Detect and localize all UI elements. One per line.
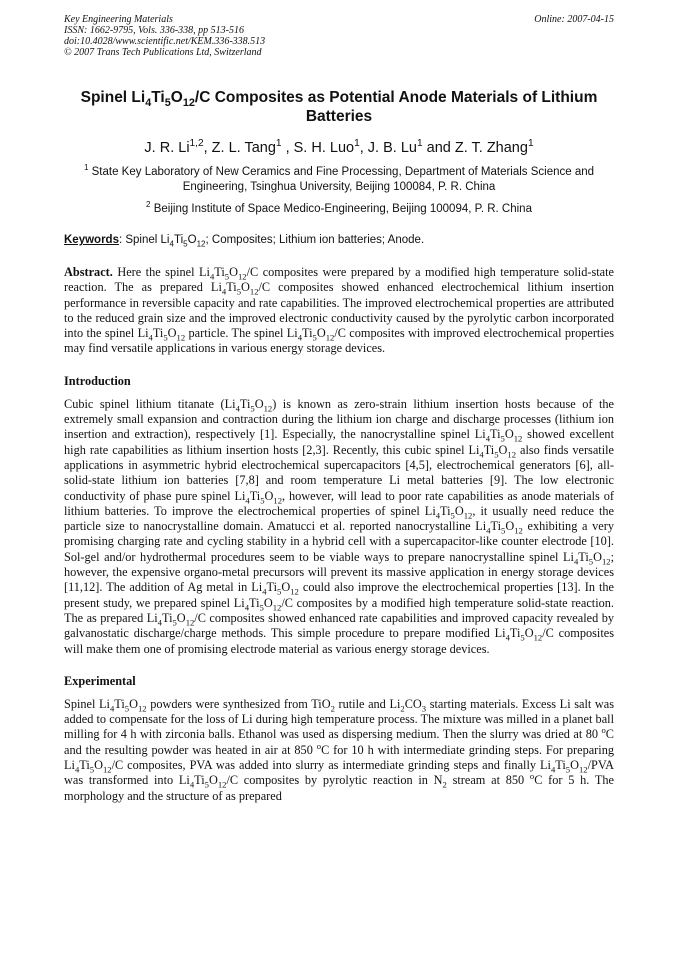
abstract-paragraph: Abstract. Here the spinel $Li_4Ti_5O_{12}/C$ composites were prepared by a modified high temperature solid-state reaction. The as prepared $Li_4Ti_5O_{12}/C$ composites showed enhanced electrochemical lithium insertion performance in reversible capacity and rate capabilities. The improved electrochemical properties are attributed to the reduced grain size and the improved electronic conductivity caused by the pyrolytic carbon incorporated into the spinel $Li_4Ti_5O_{12}$ particle. The spinel $Li_4Ti_5O_{12}/C$ composites with improved electrochemical properties may find versatile applications in various energy storage devices. bbox=[64, 265, 615, 356]
journal-copyright: © 2007 Trans Tech Publications Ltd, Switzerland bbox=[64, 47, 262, 58]
introduction-heading: Introduction bbox=[64, 373, 131, 388]
introduction-paragraph: Cubic spinel lithium titanate $(Li_4Ti_5O_{12})$ is known as zero-strain lithium insertion hosts because of the extremely small expansion and contraction during the lithium ion charge and discharge processes (lithium ion insertion and extraction), respectively [1]. Especially, the nanocrystalline spinel $Li_4Ti_5O_{12}$ showed excellent high rate capabilities as lithium insertion hosts [2,3]. Recently, this cubic spinel $Li_4Ti_5O_{12}$ also finds versatile applications in asymmetric hybrid electrochemical supercapacitors [4,5], electrochemical generators [6], all-solid-state lithium ion batteries [7,8] and room temperature Li metal batteries [9]. The low electronic conductivity of phase pure spinel $Li_4Ti_5O_{12}$, however, will lead to poor rate capabilities as anode materials of lithium batteries. To improve the electrochemical properties of spinel $Li_4Ti_5O_{12}$, it usually need reduce the particle size to nanocrystalline domain. Amatucci et al. reported nanocrystalline $Li_4Ti_5O_{12}$ exhibiting a very promising charging rate and cycling stability in a hybrid cell with a supercapacitor-like counter electrode [10]. Sol-gel and/or hydrothermal procedures seem to be viable ways to prepare nanocrystalline spinel $Li_4Ti_5O_{12}$; however, the expensive organo-metal precursors will prevent its massive application in energy storage devices [11,12]. The addition of Ag metal in $Li_4Ti_5O_{12}$ could also improve the electrochemical properties [13]. In the present study, we prepared spinel $Li_4Ti_5O_{12}/C$ composites by a modified high temperature solid-state reaction. The as prepared $Li_4Ti_5O_{12}/C$ composites showed enhanced rate capabilities and improved capacity revealed by galvanostatic discharge/charge methods. This simple procedure to prepare modified $Li_4Ti_5O_{12}/C$ composites will make them one of promising electrode material as various energy storage devices. bbox=[64, 396, 615, 656]
keywords-label: Keywords bbox=[64, 234, 119, 246]
affiliation-2: $^2$ Beijing Institute of Space Medico-Engineering, Beijing 100094, P. R. China bbox=[146, 200, 532, 215]
experimental-heading: Experimental bbox=[64, 673, 136, 688]
affiliation-1: $^1$ State Key Laboratory of New Ceramics and Fine Processing, Department of Materials Science and Engineering, Tsinghua University, Beijing 100084, P. R. China bbox=[83, 163, 595, 193]
experimental-paragraph: Spinel $Li_4Ti_5O_{12}$ powders were synthesized from TiO$_2$ rutile and $Li_2CO_3$ starting materials. Excess Li salt was added to compensate for the loss of Li during high temperature process. The mixture was milled in a planet ball milling for 4 h with zirconia balls. Ethanol was used as dispersing medium. Then the slurry was dried at 80 $^o$C and the resulting powder was heated in air at 850 $^o$C for 10 h with intermediate grinding steps. For preparing $Li_4Ti_5O_{12}/C$ composites, PVA was added into slurry as intermediate grinding steps and finally $Li_4Ti_5O_{12}$/PVA was transformed into $Li_4Ti_5O_{12}/C$ composites by pyrolytic reaction in $N_2$ stream at 850 $^o$C for 5 h. The morphology and the structure of as prepared bbox=[64, 696, 615, 803]
author-list: J. R. Li$^{1,2}$, Z. L. Tang$^1$ , S. H. Luo$^1$, J. B. Lu$^1$ and Z. T. Zhang$^1$ bbox=[144, 138, 534, 156]
journal-issn: ISSN: 1662-9795, Vols. 336-338, pp 513-516 bbox=[64, 25, 244, 36]
paper-title: Spinel $Li_4Ti_5O_{12}/C$ Composites as Potential Anode Materials of Lithium Batteries bbox=[80, 89, 598, 125]
journal-doi: doi:10.4028/www.scientific.net/KEM.336-338.513 bbox=[64, 36, 266, 47]
journal-header bbox=[64, 14, 614, 58]
keywords: Keywords: Spinel $Li_4Ti_5O_{12}$; Composites; Lithium ion batteries; Anode. bbox=[64, 234, 425, 249]
page bbox=[64, 14, 614, 804]
journal-name: Key Engineering Materials bbox=[64, 14, 173, 25]
abstract-label: Abstract. bbox=[64, 265, 113, 279]
online-date: Online: 2007-04-15 bbox=[534, 14, 614, 25]
